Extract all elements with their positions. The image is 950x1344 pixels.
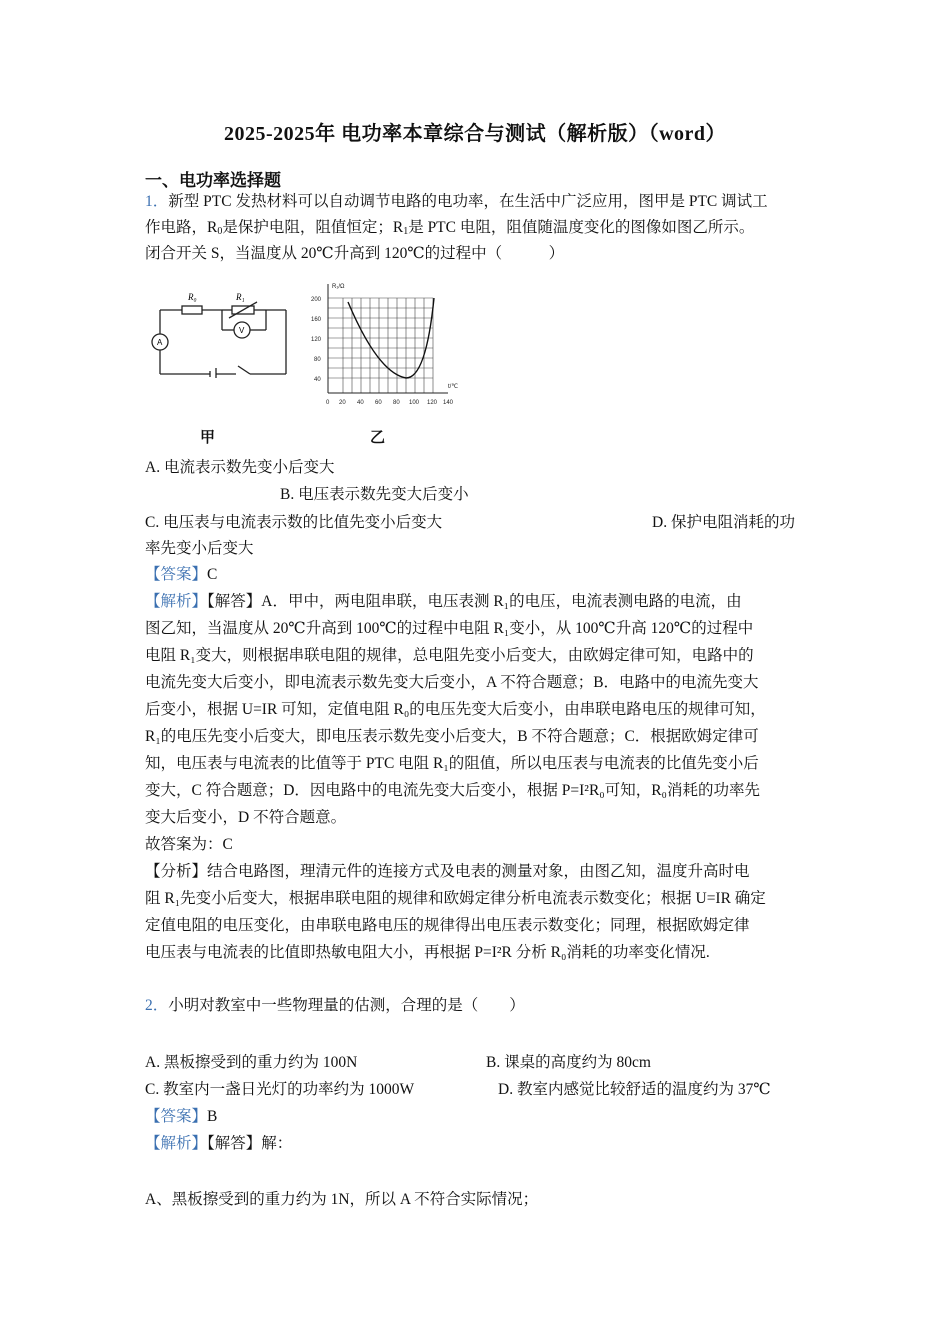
q1-fenxi-line: 定值电阻的电压变化，由串联电路电压的规律得出电压表示数变化；同理，根据欧姆定律 [145, 917, 750, 934]
q1-analysis-line: 后变小，根据 U=IR 可知，定值电阻 R₀的电压先变大后变小，由串联电路电压的规律可知， [145, 701, 766, 718]
y-tick: 200 [311, 297, 322, 303]
q1-analysis-line: 变大后变小，D 不符合题意。 [145, 809, 347, 826]
q1-stem-line-3: 闭合开关 S，当温度从 20℃升高到 120℃的过程中（ ） [145, 245, 565, 262]
q2-option-c: C. 教室内一盏日光灯的功率约为 1000W [145, 1081, 415, 1098]
x-tick: 120 [427, 400, 438, 406]
q1-stem-line-2: 作电路，$R_0$是保护电阻，阻值恒定；$R_1$是 PTC 电阻，阻值随温度变化的图像如图乙所示。 [145, 219, 755, 237]
q1-option-a: A. 电流表示数先变小后变大 [145, 459, 335, 476]
q1-fenxi-line: 【分析】结合电路图，理清元件的连接方式及电表的测量对象，由图乙知，温度升高时电 [145, 863, 750, 880]
q1-analysis-line: 【解析】【解答】A．甲中，两电阻串联，电压表测 R₁的电压，电流表测电路的电流，由 [145, 593, 742, 610]
q1-stem-line-1: 1．新型 PTC 发热材料可以自动调节电路的电功率，在生活中广泛应用，图甲是 PTC 调试工 [145, 193, 768, 210]
y-tick: 120 [311, 337, 322, 343]
q2-analysis: 【解析】【解答】解： [145, 1135, 293, 1152]
circuit-diagram [150, 288, 290, 378]
fig-yi-label: 乙 [370, 430, 386, 446]
graph-ylabel: R₁/Ω [332, 284, 345, 290]
q2-option-a: A. 黑板擦受到的重力约为 100N [145, 1054, 358, 1071]
section-heading: 一、电功率选择题 [145, 171, 281, 190]
x-tick: 40 [357, 400, 364, 406]
q1-analysis-line: 变大，C 符合题意；D．因电路中的电流先变大后变小，根据 P=I²R₀可知，R₀消耗的功率先 [145, 782, 760, 799]
voltmeter-label: V [239, 326, 245, 335]
x-tick: 0 [326, 400, 330, 406]
x-tick: 20 [339, 400, 346, 406]
q1-option-d: D. 保护电阻消耗的功 [652, 514, 795, 531]
x-tick: 140 [443, 400, 454, 406]
q2-analysis-line-a: A、黑板擦受到的重力约为 1N，所以 A 不符合实际情况； [145, 1191, 539, 1208]
q1-analysis-line: 电阻 R₁变大，则根据串联电阻的规律，总电阻先变小后变大，由欧姆定律可知，电路中的 [145, 647, 754, 664]
y-tick: 160 [311, 317, 322, 323]
q1-option-d-cont: 率先变小后变大 [145, 540, 254, 557]
q1-conclusion: 故答案为：C [145, 836, 233, 853]
ammeter-label: A [157, 338, 163, 347]
q1-option-c: C. 电压表与电流表示数的比值先变小后变大 [145, 514, 443, 531]
q1-fenxi-line: 电压表与电流表的比值即热敏电阻大小，再根据 P=I²R 分析 R₀消耗的功率变化情况. [145, 944, 710, 961]
x-tick: 80 [393, 400, 400, 406]
y-tick: 80 [314, 357, 321, 363]
q1-answer: 【答案】C [145, 566, 218, 583]
q2-answer: 【答案】B [145, 1108, 218, 1125]
fig-jia-label: 甲 [200, 430, 216, 446]
x-tick: 100 [409, 400, 420, 406]
q2-stem: 2．小明对教室中一些物理量的估测，合理的是（ ） [145, 997, 525, 1014]
q1-analysis-line: 知，电压表与电流表的比值等于 PTC 电阻 R₁的阻值，所以电压表与电流表的比值先变小后 [145, 755, 759, 772]
q2-option-b: B. 课桌的高度约为 80cm [486, 1054, 651, 1071]
q2-option-d: D. 教室内感觉比较舒适的温度约为 37℃ [498, 1081, 771, 1098]
q1-analysis-line: 电流先变大后变小，即电流表示数先变大后变小，A 不符合题意；B．电路中的电流先变大 [145, 674, 759, 691]
resistance-temperature-graph [308, 278, 468, 413]
y-tick: 40 [314, 377, 321, 383]
q1-fenxi-line: 阻 R₁先变小后变大，根据串联电阻的规律和欧姆定律分析电流表示数变化；根据 U=IR 确定 [145, 890, 766, 907]
r1-label: R₁ [236, 292, 245, 302]
graph-xlabel: t/℃ [448, 384, 459, 390]
q1-number: 1． [145, 193, 169, 210]
page-title: 2025-2025年 电功率本章综合与测试（解析版）（word） [223, 123, 727, 145]
x-tick: 60 [375, 400, 382, 406]
q1-analysis-line: 图乙知，当温度从 20℃升高到 100℃的过程中电阻 R₁变小，从 100℃升高 120℃的过程中 [145, 620, 754, 637]
q2-number: 2． [145, 997, 169, 1014]
q1-analysis-line: R₁的电压先变小后变大，即电压表示数先变小后变大，B 不符合题意；C．根据欧姆定律可 [145, 728, 759, 745]
q1-option-b: B. 电压表示数先变大后变小 [280, 486, 469, 503]
r0-label: R₀ [188, 292, 197, 302]
